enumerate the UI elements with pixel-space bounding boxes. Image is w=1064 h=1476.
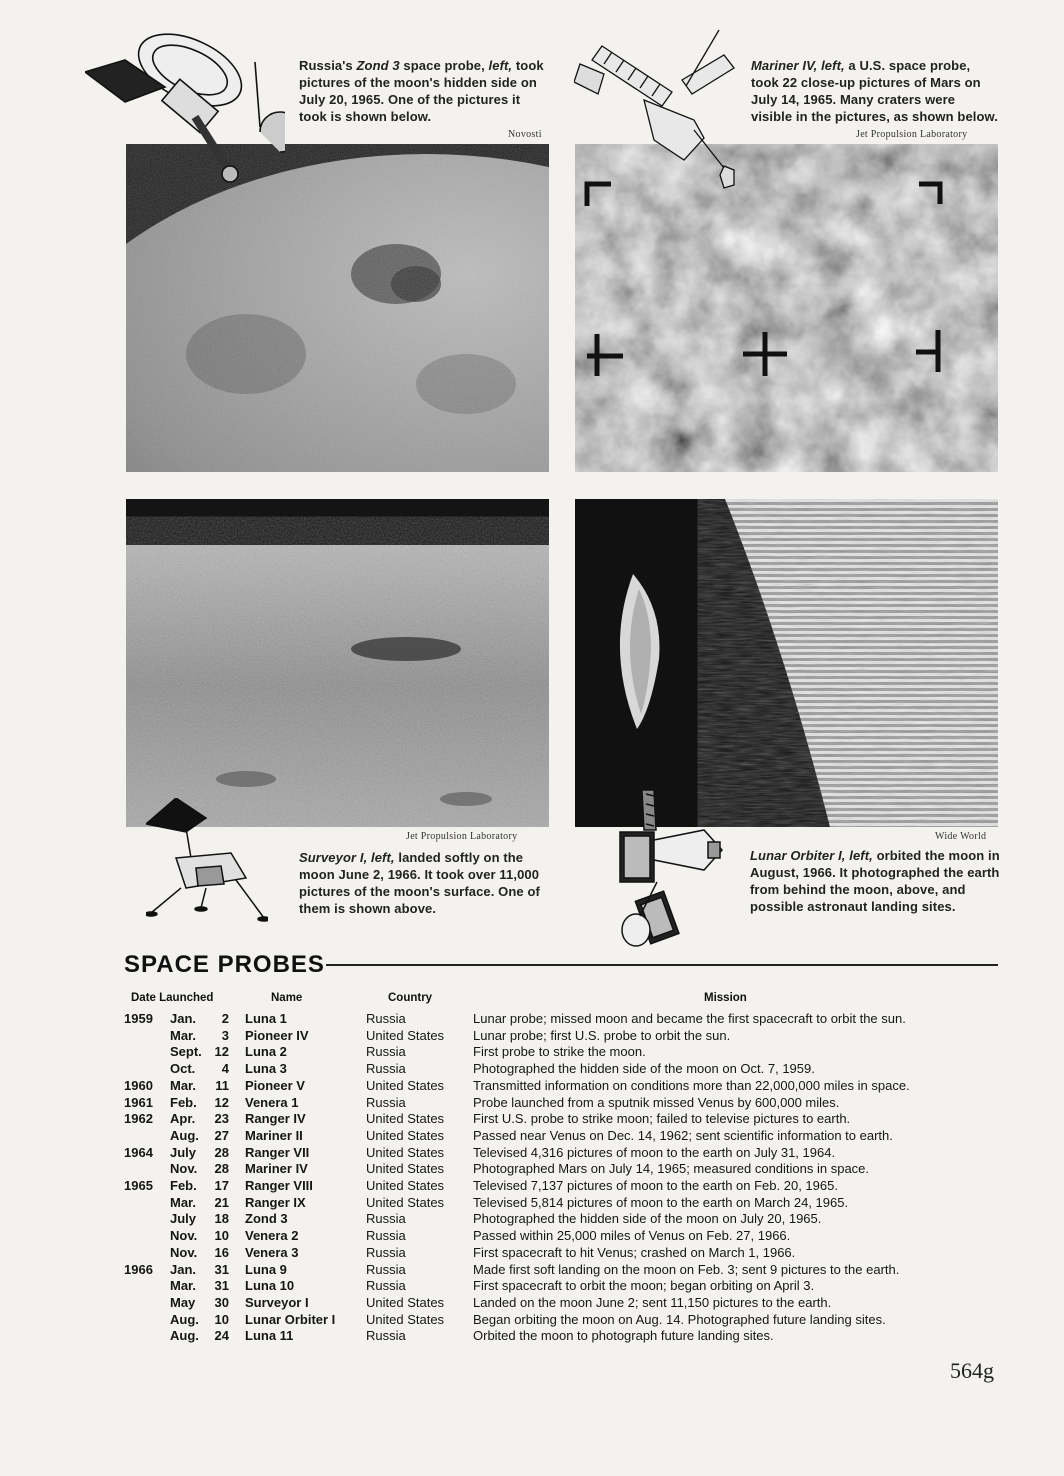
cell-name: Ranger IV bbox=[245, 1111, 306, 1127]
cell-country: United States bbox=[366, 1178, 445, 1193]
cell-country: Russia bbox=[366, 1061, 406, 1077]
cell-mission: Made first soft landing on the moon on Feb. 3; sent 9 pictures to the earth. bbox=[473, 1261, 900, 1277]
header-mission: Mission bbox=[704, 992, 747, 1004]
cell-month: July bbox=[170, 1211, 197, 1227]
orbiter-caption-lead: Lunar Orbiter I, bbox=[750, 848, 846, 863]
surveyor-caption-text: landed softly on the moon June 2, 1966. It took over 11,000 pictures of the moon's surface. One of them is shown above. bbox=[299, 850, 540, 916]
surveyor-probe-illustration bbox=[146, 798, 268, 924]
orbiter-caption bbox=[750, 847, 1000, 915]
cell-year: 1962 bbox=[124, 1111, 153, 1127]
cell-year: 1965 bbox=[124, 1178, 153, 1193]
table-row bbox=[0, 1011, 1064, 1028]
cell-country: United States bbox=[366, 1194, 445, 1210]
zond-probe-illustration bbox=[85, 22, 285, 187]
zond-caption-text-b: took pictures of the moon's hidden side on July 20, 1965. One of the pictures it took is shown below. bbox=[299, 58, 544, 124]
orbiter-caption-left: left, bbox=[849, 848, 873, 863]
cell-month: July bbox=[170, 1144, 197, 1160]
cell-country: United States bbox=[366, 1294, 445, 1310]
cell-country: Russia bbox=[366, 1328, 406, 1344]
cell-month: Mar. bbox=[170, 1077, 197, 1093]
table-row bbox=[0, 1095, 1064, 1112]
cell-month: Aug. bbox=[170, 1311, 199, 1327]
cell-day: 31 bbox=[214, 1278, 229, 1294]
orbiter-earth-photo bbox=[575, 499, 998, 827]
orbiter-caption-text: orbited the moon in August, 1966. It photographed the earth from behind the moon, above, and possible astronaut landing sites. bbox=[750, 848, 1000, 914]
cell-day: 31 bbox=[214, 1261, 229, 1277]
cell-month: May bbox=[170, 1294, 196, 1310]
cell-mission: Probe launched from a sputnik missed Venus by 600,000 miles. bbox=[473, 1094, 840, 1110]
cell-day: 10 bbox=[214, 1228, 229, 1244]
cell-mission: First U.S. probe to strike moon; failed to televise pictures to earth. bbox=[473, 1111, 851, 1127]
cell-name: Mariner IV bbox=[245, 1161, 308, 1177]
cell-country: Russia bbox=[366, 1011, 406, 1026]
cell-mission: First probe to strike the moon. bbox=[473, 1044, 646, 1060]
cell-name: Venera 3 bbox=[245, 1244, 299, 1260]
cell-country: Russia bbox=[366, 1244, 406, 1260]
cell-day: 3 bbox=[221, 1027, 229, 1043]
space-probes-title: SPACE PROBES bbox=[124, 951, 325, 978]
table-row bbox=[0, 1044, 1064, 1061]
cell-country: Russia bbox=[366, 1044, 406, 1060]
cell-day: 4 bbox=[221, 1061, 229, 1077]
cell-day: 18 bbox=[214, 1211, 229, 1227]
cell-name: Ranger VIII bbox=[245, 1178, 313, 1193]
cell-month: Feb. bbox=[170, 1094, 197, 1110]
table-row bbox=[0, 1278, 1064, 1295]
surveyor-caption-left: left, bbox=[371, 850, 395, 865]
surveyor-photo-credit: Jet Propulsion Laboratory bbox=[406, 831, 518, 842]
cell-day: 11 bbox=[215, 1077, 229, 1093]
table-row bbox=[0, 1195, 1064, 1212]
zond-caption-left: left, bbox=[488, 58, 513, 73]
table-row bbox=[0, 1211, 1064, 1228]
cell-mission: Photographed the hidden side of the moon on Oct. 7, 1959. bbox=[473, 1061, 815, 1077]
cell-mission: Photographed the hidden side of the moon on July 20, 1965. bbox=[473, 1211, 822, 1227]
cell-month: Nov. bbox=[170, 1228, 198, 1244]
table-row bbox=[0, 1245, 1064, 1262]
zond-caption-text-a: space probe, bbox=[399, 58, 489, 73]
table-row bbox=[0, 1078, 1064, 1095]
surveyor-caption bbox=[299, 849, 549, 917]
cell-mission: Photographed Mars on July 14, 1965; measured conditions in space. bbox=[473, 1161, 870, 1177]
table-row bbox=[0, 1111, 1064, 1128]
cell-name: Zond 3 bbox=[245, 1211, 288, 1227]
surveyor-caption-lead: Surveyor I, bbox=[299, 850, 368, 865]
cell-name: Luna 3 bbox=[245, 1061, 287, 1077]
cell-mission: Televised 4,316 pictures of moon to the earth on July 31, 1964. bbox=[473, 1144, 836, 1160]
cell-name: Venera 1 bbox=[245, 1094, 299, 1110]
cell-mission: First spacecraft to orbit the moon; began orbiting on April 3. bbox=[473, 1278, 815, 1294]
cell-name: Mariner II bbox=[245, 1127, 303, 1143]
cell-day: 24 bbox=[214, 1328, 229, 1344]
cell-day: 10 bbox=[214, 1311, 229, 1327]
cell-country: United States bbox=[366, 1311, 445, 1327]
mariner-caption-left: left, bbox=[821, 58, 845, 73]
cell-name: Luna 2 bbox=[245, 1044, 287, 1060]
table-row bbox=[0, 1328, 1064, 1345]
cell-mission: Passed near Venus on Dec. 14, 1962; sent scientific information to earth. bbox=[473, 1127, 893, 1143]
table-row bbox=[0, 1128, 1064, 1145]
cell-name: Ranger IX bbox=[245, 1194, 306, 1210]
cell-month: Feb. bbox=[170, 1178, 197, 1193]
cell-country: United States bbox=[366, 1027, 445, 1043]
cell-mission: Began orbiting the moon on Aug. 14. Photographed future landing sites. bbox=[473, 1311, 886, 1327]
cell-mission: Landed on the moon June 2; sent 11,150 pictures to the earth. bbox=[473, 1294, 832, 1310]
table-row bbox=[0, 1028, 1064, 1045]
zond-caption bbox=[299, 57, 549, 125]
cell-country: United States bbox=[366, 1144, 445, 1160]
cell-year: 1964 bbox=[124, 1144, 153, 1160]
cell-name: Luna 9 bbox=[245, 1261, 287, 1277]
cell-name: Luna 11 bbox=[245, 1328, 294, 1344]
cell-month: Nov. bbox=[170, 1244, 198, 1260]
cell-mission: Lunar probe; first U.S. probe to orbit the sun. bbox=[473, 1027, 731, 1043]
mariner-mars-photo bbox=[575, 144, 998, 472]
mariner-caption-lead: Mariner IV, bbox=[751, 58, 818, 73]
table-row bbox=[0, 1178, 1064, 1195]
cell-month: Nov. bbox=[170, 1161, 198, 1177]
cell-country: Russia bbox=[366, 1211, 406, 1227]
cell-name: Luna 10 bbox=[245, 1278, 295, 1294]
cell-country: United States bbox=[366, 1127, 445, 1143]
cell-day: 28 bbox=[214, 1161, 229, 1177]
cell-year: 1959 bbox=[124, 1011, 153, 1026]
cell-country: Russia bbox=[366, 1261, 406, 1277]
cell-day: 28 bbox=[214, 1144, 229, 1160]
cell-mission: Orbited the moon to photograph future landing sites. bbox=[473, 1328, 774, 1344]
cell-mission: First spacecraft to hit Venus; crashed on March 1, 1966. bbox=[473, 1244, 796, 1260]
cell-country: United States bbox=[366, 1111, 445, 1127]
cell-mission: Televised 5,814 pictures of moon to the earth on March 24, 1965. bbox=[473, 1194, 849, 1210]
cell-month: Jan. bbox=[170, 1261, 197, 1277]
lunar-orbiter-illustration bbox=[612, 790, 742, 955]
cell-month: Oct. bbox=[170, 1061, 196, 1077]
cell-country: United States bbox=[366, 1161, 445, 1177]
header-date-launched: Date Launched bbox=[131, 992, 214, 1004]
cell-mission: Televised 7,137 pictures of moon to the earth on Feb. 20, 1965. bbox=[473, 1178, 838, 1193]
page-number: 564g bbox=[950, 1358, 994, 1383]
cell-name: Luna 1 bbox=[245, 1011, 287, 1026]
cell-name: Lunar Orbiter I bbox=[245, 1311, 336, 1327]
cell-day: 12 bbox=[214, 1094, 229, 1110]
cell-day: 23 bbox=[214, 1111, 229, 1127]
cell-year: 1966 bbox=[124, 1261, 153, 1277]
zond-caption-probe-name: Zond 3 bbox=[356, 58, 400, 73]
mariner-photo-credit: Jet Propulsion Laboratory bbox=[856, 129, 968, 140]
cell-day: 2 bbox=[221, 1011, 229, 1026]
cell-name: Pioneer IV bbox=[245, 1027, 309, 1043]
table-row bbox=[0, 1262, 1064, 1279]
cell-country: United States bbox=[366, 1077, 445, 1093]
cell-day: 17 bbox=[214, 1178, 229, 1193]
cell-month: Mar. bbox=[170, 1278, 197, 1294]
cell-year: 1961 bbox=[124, 1094, 153, 1110]
cell-day: 12 bbox=[214, 1044, 229, 1060]
table-row bbox=[0, 1312, 1064, 1329]
cell-day: 16 bbox=[214, 1244, 229, 1260]
cell-month: Aug. bbox=[170, 1127, 199, 1143]
header-name: Name bbox=[271, 992, 303, 1004]
cell-month: Mar. bbox=[170, 1194, 197, 1210]
cell-name: Venera 2 bbox=[245, 1228, 299, 1244]
cell-month: Mar. bbox=[170, 1027, 197, 1043]
cell-day: 30 bbox=[214, 1294, 229, 1310]
zond-photo-credit: Novosti bbox=[508, 129, 542, 140]
surveyor-surface-photo bbox=[126, 499, 549, 827]
cell-month: Aug. bbox=[170, 1328, 199, 1344]
table-row bbox=[0, 1295, 1064, 1312]
cell-name: Ranger VII bbox=[245, 1144, 310, 1160]
cell-country: Russia bbox=[366, 1228, 406, 1244]
mariner-caption bbox=[751, 57, 999, 125]
cell-name: Pioneer V bbox=[245, 1077, 305, 1093]
mariner-probe-illustration bbox=[574, 20, 749, 190]
table-row bbox=[0, 1145, 1064, 1162]
cell-country: Russia bbox=[366, 1094, 406, 1110]
cell-mission: Passed within 25,000 miles of Venus on Feb. 27, 1966. bbox=[473, 1228, 791, 1244]
cell-name: Surveyor I bbox=[245, 1294, 309, 1310]
cell-country: Russia bbox=[366, 1278, 406, 1294]
zond-moon-photo bbox=[126, 144, 549, 472]
table-row bbox=[0, 1161, 1064, 1178]
cell-month: Sept. bbox=[170, 1044, 202, 1060]
cell-day: 21 bbox=[214, 1194, 229, 1210]
title-rule bbox=[326, 964, 998, 966]
header-country: Country bbox=[388, 992, 433, 1004]
mariner-caption-text: a U.S. space probe, took 22 close-up pictures of Mars on July 14, 1965. Many craters were visible in the pictures, as shown below. bbox=[751, 58, 998, 124]
cell-month: Jan. bbox=[170, 1011, 197, 1026]
cell-year: 1960 bbox=[124, 1077, 153, 1093]
orbiter-photo-credit: Wide World bbox=[935, 831, 987, 842]
table-row bbox=[0, 1228, 1064, 1245]
table-row bbox=[0, 1061, 1064, 1078]
cell-mission: Lunar probe; missed moon and became the first spacecraft to orbit the sun. bbox=[473, 1011, 906, 1026]
cell-day: 27 bbox=[214, 1127, 229, 1143]
cell-mission: Transmitted information on conditions more than 22,000,000 miles in space. bbox=[473, 1077, 910, 1093]
cell-month: Apr. bbox=[170, 1111, 196, 1127]
zond-caption-lead: Russia's bbox=[299, 58, 353, 73]
